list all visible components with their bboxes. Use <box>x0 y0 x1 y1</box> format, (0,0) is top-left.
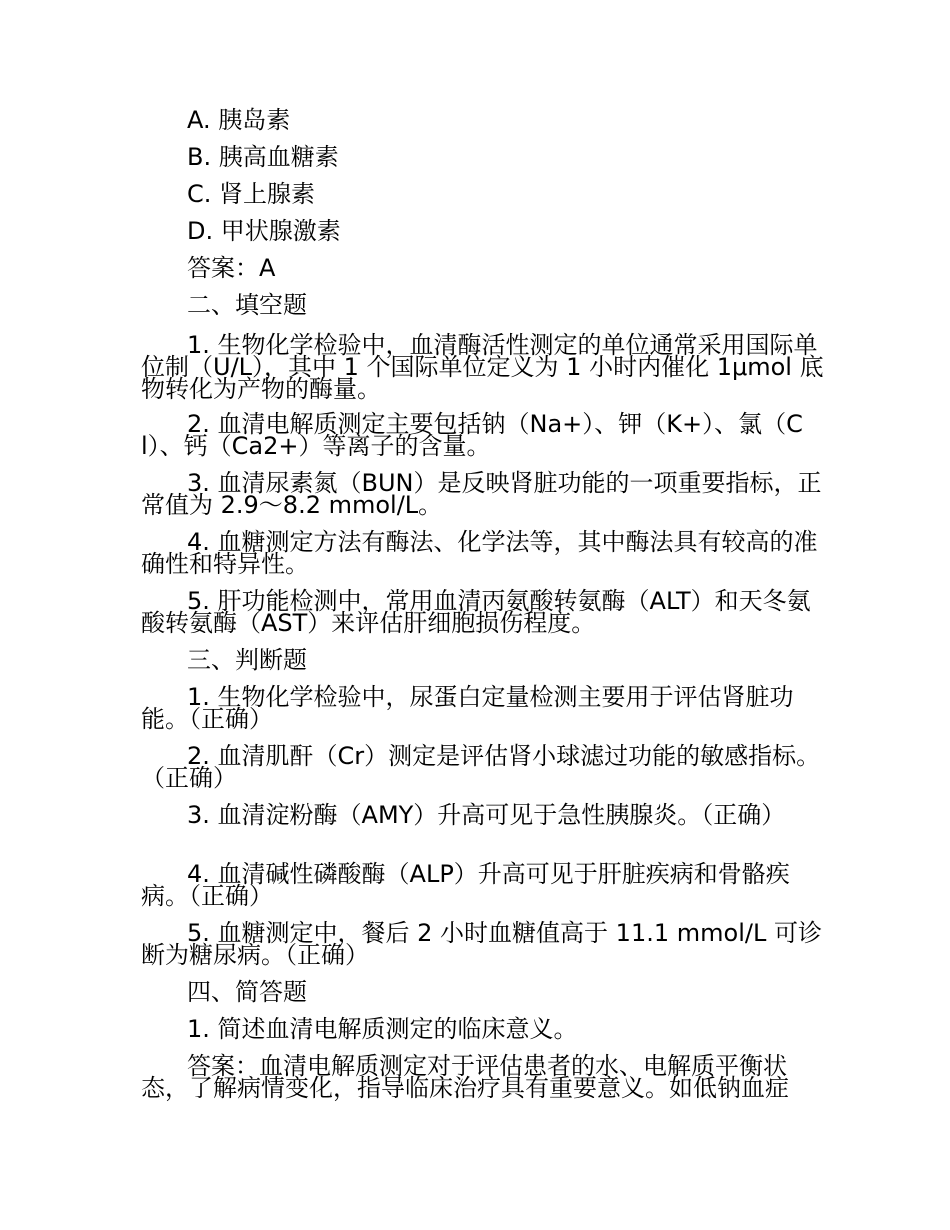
true-false-question-4: 4. 血清碱性磷酸酶（ALP）升高可见于肝脏疾病和骨骼疾病。（正确） <box>141 860 790 910</box>
section-heading-true-false: 三、判断题 <box>187 646 307 674</box>
fill-in-question-4: 4. 血糖测定方法有酶法、化学法等，其中酶法具有较高的准确性和特异性。 <box>141 528 818 578</box>
fill-in-question-2: 2. 血清电解质测定主要包括钠（Na+）、钾（K+）、氯（Cl）、钙（Ca2+）等离子的含量。 <box>141 410 803 460</box>
option-a: A. 胰岛素 <box>187 106 291 134</box>
option-c: C. 肾上腺素 <box>187 180 316 208</box>
true-false-question-5: 5. 血糖测定中，餐后 2 小时血糖值高于 11.1 mmol/L 可诊断为糖尿病。（正确） <box>141 919 822 969</box>
fill-in-question-5: 5. 肝功能检测中，常用血清丙氨酸转氨酶（ALT）和天冬氨酸转氨酶（AST）来评估肝细胞损伤程度。 <box>141 587 811 637</box>
fill-in-question-3: 3. 血清尿素氮（BUN）是反映肾脏功能的一项重要指标，正常值为 2.9～8.2 mmol/L。 <box>141 469 822 519</box>
answer-line: 答案：A <box>187 254 276 282</box>
short-answer-question-1: 1. 简述血清电解质测定的临床意义。 <box>187 1015 578 1043</box>
true-false-question-3: 3. 血清淀粉酶（AMY）升高可见于急性胰腺炎。（正确） <box>187 801 786 829</box>
short-answer-answer-1: 答案：血清电解质测定对于评估患者的水、电解质平衡状态，了解病情变化，指导临床治疗具有重要意义。如低钠血症 <box>141 1052 789 1102</box>
option-d: D. 甲状腺激素 <box>187 217 341 245</box>
section-heading-fill-in: 二、填空题 <box>187 291 307 319</box>
fill-in-question-1: 1. 生物化学检验中，血清酶活性测定的单位通常采用国际单位制（U/L），其中 1 个国际单位定义为 1 小时内催化 1μmol 底物转化为产物的酶量。 <box>141 331 824 403</box>
true-false-question-1: 1. 生物化学检验中，尿蛋白定量检测主要用于评估肾脏功能。（正确） <box>141 683 794 733</box>
option-b: B. 胰高血糖素 <box>187 143 339 171</box>
section-heading-short-answer: 四、简答题 <box>187 978 307 1006</box>
true-false-question-2: 2. 血清肌酐（Cr）测定是评估肾小球滤过功能的敏感指标。（正确） <box>141 742 821 792</box>
